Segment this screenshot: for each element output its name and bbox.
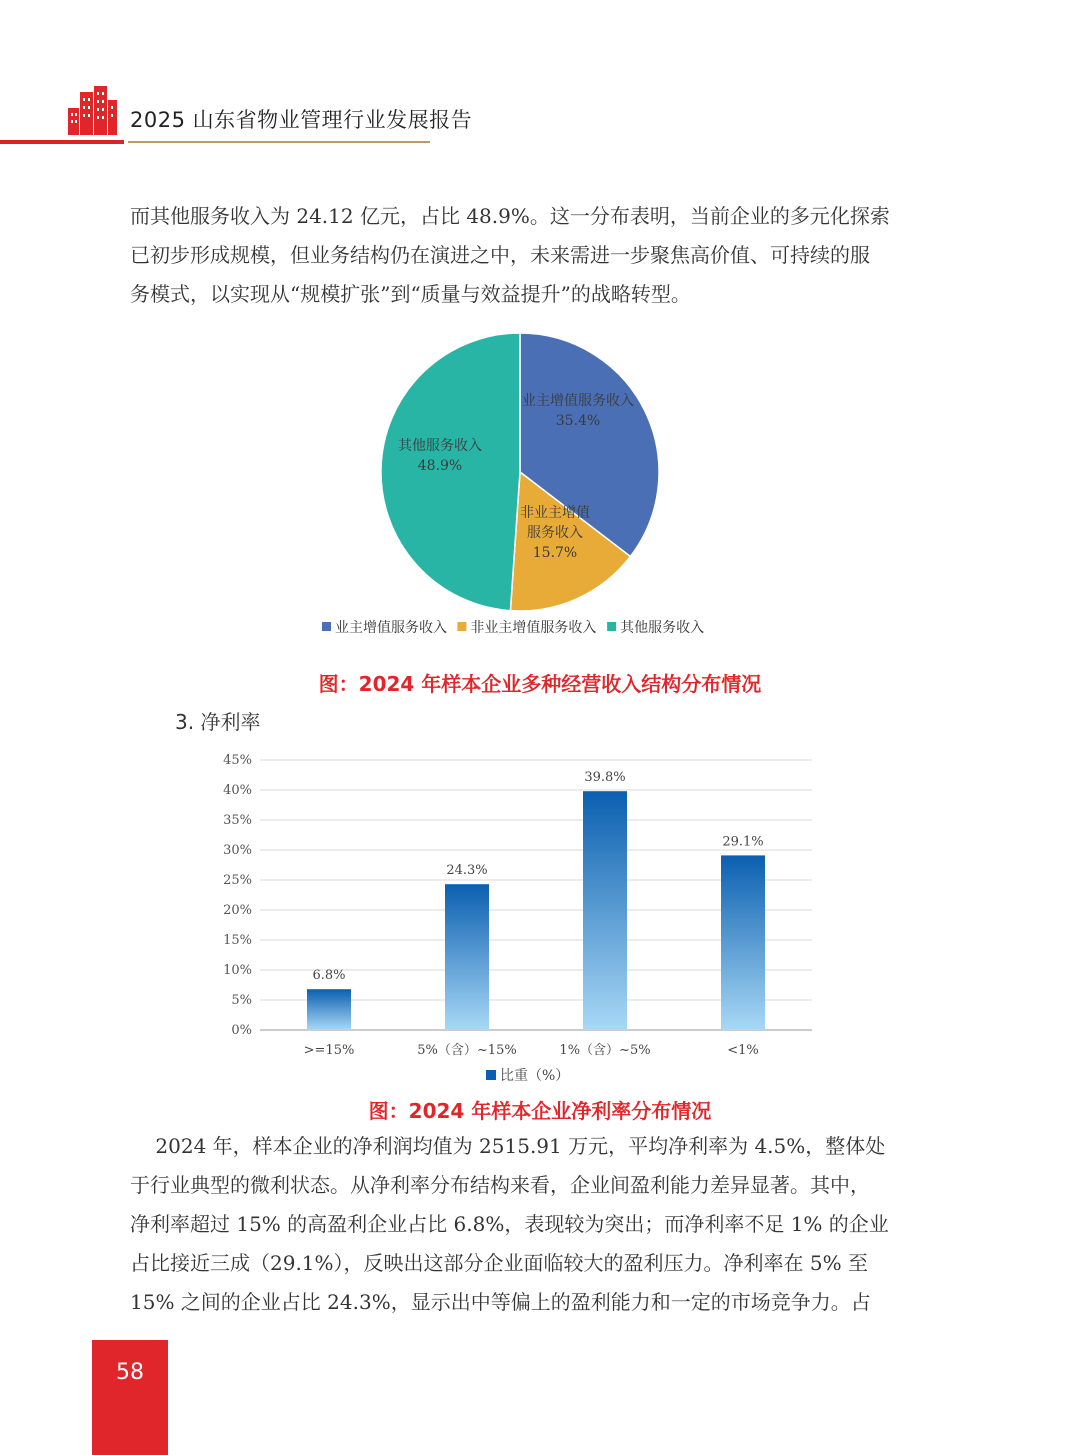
paragraph-line: 净利率超过 15% 的高盈利企业占比 6.8%，表现较为突出；而净利率不足 1% 的企业 xyxy=(130,1212,889,1236)
slice-category-label: 业主增值服务收入 xyxy=(522,393,634,409)
x-tick-label: 1%（含）~5% xyxy=(559,1043,651,1058)
bar xyxy=(721,855,765,1030)
income-structure-pie-chart xyxy=(300,325,780,655)
bar-data-label: 24.3% xyxy=(446,863,488,879)
x-tick-label: 5%（含）~15% xyxy=(417,1043,517,1058)
y-tick-label: 20% xyxy=(223,903,252,918)
paragraph-line: 于行业典型的微利状态。从净利率分布结构来看，企业间盈利能力差异显著。其中， xyxy=(130,1173,870,1197)
legend-swatch xyxy=(457,622,466,631)
legend-label: 业主增值服务收入 xyxy=(335,620,447,636)
paragraph-line: 15% 之间的企业占比 24.3%，显示出中等偏上的盈利能力和一定的市场竞争力。占 xyxy=(130,1290,871,1314)
paragraph-line: 2024 年，样本企业的净利润均值为 2515.91 万元，平均净利率为 4.5%，整体处 xyxy=(130,1134,886,1158)
x-tick-label: <1% xyxy=(727,1043,759,1058)
header-rule-gold xyxy=(128,141,430,143)
bar-data-label: 6.8% xyxy=(312,968,346,984)
net-margin-bar-chart xyxy=(200,745,840,1090)
header-rule-red xyxy=(0,140,124,144)
bar-figure-caption: 图：2024 年样本企业净利率分布情况 xyxy=(368,1099,712,1123)
y-tick-label: 45% xyxy=(223,753,252,768)
legend-swatch xyxy=(607,622,616,631)
slice-category-label: 其他服务收入 xyxy=(398,438,482,454)
slice-value-label: 35.4% xyxy=(555,413,601,429)
paragraph-line: 务模式，以实现从“规模扩张”到“质量与效益提升”的战略转型。 xyxy=(130,282,691,306)
legend-label: 其他服务收入 xyxy=(620,620,705,636)
y-tick-label: 40% xyxy=(223,783,252,798)
bar-data-label: 29.1% xyxy=(722,834,764,850)
y-tick-label: 5% xyxy=(231,993,252,1008)
paragraph-line: 已初步形成规模，但业务结构仍在演进之中，未来需进一步聚焦高价值、可持续的服 xyxy=(130,243,870,267)
bar xyxy=(307,989,351,1030)
legend-swatch xyxy=(322,622,331,631)
paragraph-line: 占比接近三成（29.1%），反映出这部分企业面临较大的盈利压力。净利率在 5% 至 xyxy=(130,1251,868,1275)
building-icon xyxy=(66,86,118,136)
y-tick-label: 35% xyxy=(223,813,252,828)
slice-category-label: 非业主增值 xyxy=(520,505,590,521)
analysis-paragraph xyxy=(130,1127,940,1322)
page-number: 58 xyxy=(116,1360,144,1385)
intro-paragraph xyxy=(130,197,940,314)
slice-value-label: 15.7% xyxy=(532,545,578,561)
page-number-box xyxy=(92,1340,168,1455)
legend-swatch xyxy=(486,1070,496,1080)
paragraph-line: 而其他服务收入为 24.12 亿元，占比 48.9%。这一分布表明，当前企业的多元化探索 xyxy=(130,204,890,228)
y-tick-label: 30% xyxy=(223,843,252,858)
report-title: 2025 山东省物业管理行业发展报告 xyxy=(130,108,473,132)
slice-value-label: 48.9% xyxy=(417,458,463,474)
legend-label: 比重（%） xyxy=(500,1068,570,1084)
bar xyxy=(583,791,627,1030)
bar xyxy=(445,884,489,1030)
x-tick-label: >=15% xyxy=(303,1043,355,1058)
y-tick-label: 25% xyxy=(223,873,252,888)
y-tick-label: 0% xyxy=(231,1023,252,1038)
y-tick-label: 10% xyxy=(223,963,252,978)
slice-category-label: 服务收入 xyxy=(527,525,583,541)
y-tick-label: 15% xyxy=(223,933,252,948)
legend-label: 非业主增值服务收入 xyxy=(470,620,597,636)
section-heading: 3. 净利率 xyxy=(175,710,261,734)
bar-data-label: 39.8% xyxy=(584,770,626,786)
pie-figure-caption: 图：2024 年样本企业多种经营收入结构分布情况 xyxy=(318,672,762,696)
